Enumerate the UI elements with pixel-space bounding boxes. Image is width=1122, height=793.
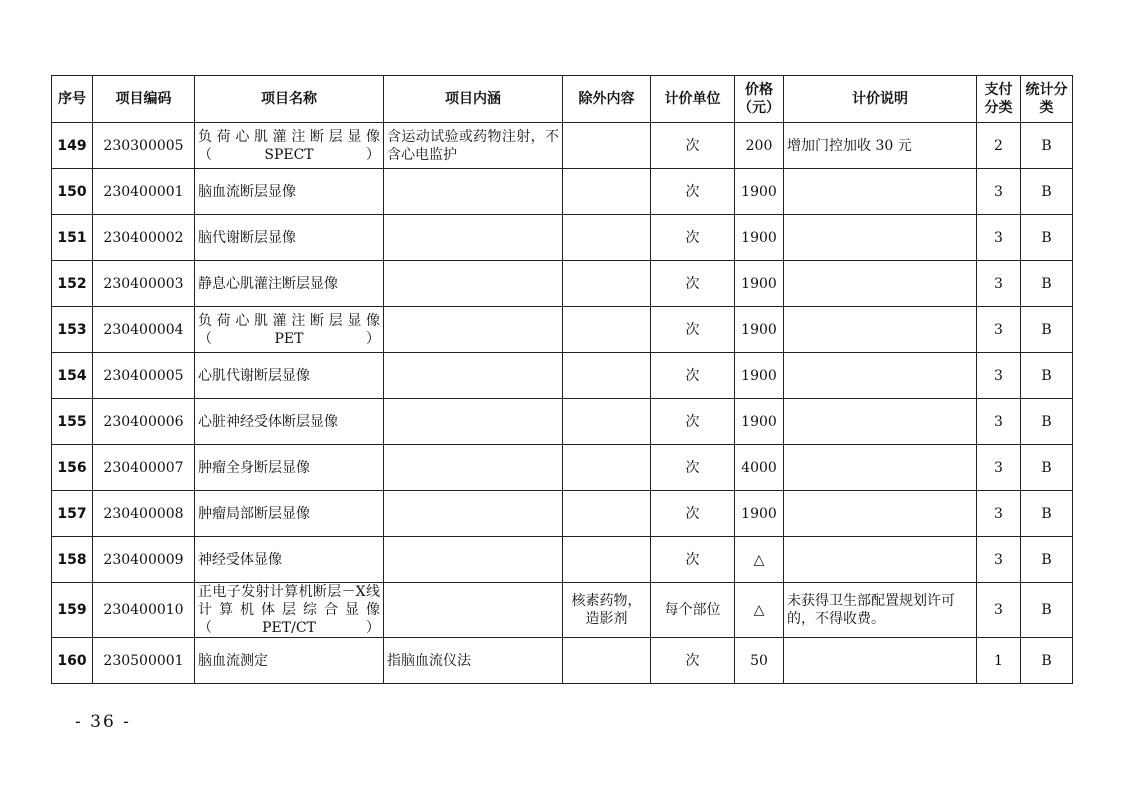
cell-excluded	[563, 353, 651, 399]
cell-price: 1900	[735, 261, 784, 307]
table-row	[52, 169, 1073, 215]
cell-seq: 153	[52, 307, 93, 353]
cell-name: 心脏神经受体断层显像	[195, 399, 384, 445]
table-row	[52, 399, 1073, 445]
cell-note	[784, 537, 977, 583]
cell-pay: 3	[977, 491, 1021, 537]
cell-unit: 次	[651, 353, 735, 399]
header-code: 项目编码	[93, 76, 195, 123]
page-number: - 36 -	[75, 712, 131, 732]
cell-excluded	[563, 123, 651, 169]
cell-unit: 次	[651, 169, 735, 215]
cell-price: 200	[735, 123, 784, 169]
cell-name: 负荷心肌灌注断层显像（PET）	[195, 307, 384, 353]
cell-excluded	[563, 491, 651, 537]
table-row	[52, 537, 1073, 583]
cell-seq: 158	[52, 537, 93, 583]
cell-name: 神经受体显像	[195, 537, 384, 583]
cell-note	[784, 491, 977, 537]
cell-note	[784, 445, 977, 491]
header-price: 价格（元）	[735, 76, 784, 123]
cell-name: 静息心肌灌注断层显像	[195, 261, 384, 307]
cell-unit: 次	[651, 537, 735, 583]
header-stat: 统计分类	[1021, 76, 1073, 123]
table-row	[52, 491, 1073, 537]
cell-code: 230400009	[93, 537, 195, 583]
cell-unit: 次	[651, 123, 735, 169]
cell-code: 230300005	[93, 123, 195, 169]
header-excluded: 除外内容	[563, 76, 651, 123]
cell-pay: 3	[977, 537, 1021, 583]
cell-price: 1900	[735, 169, 784, 215]
cell-pay: 1	[977, 638, 1021, 684]
cell-stat: B	[1021, 491, 1073, 537]
cell-note	[784, 169, 977, 215]
cell-unit: 次	[651, 638, 735, 684]
cell-content: 含运动试验或药物注射，不含心电监护	[384, 123, 563, 169]
cell-note: 未获得卫生部配置规划许可的，不得收费。	[784, 583, 977, 638]
cell-pay: 3	[977, 307, 1021, 353]
cell-name: 负荷心肌灌注断层显像（SPECT）	[195, 123, 384, 169]
cell-stat: B	[1021, 583, 1073, 638]
table-row	[52, 307, 1073, 353]
cell-content	[384, 583, 563, 638]
cell-content	[384, 261, 563, 307]
cell-price: 1900	[735, 353, 784, 399]
cell-seq: 151	[52, 215, 93, 261]
cell-seq: 160	[52, 638, 93, 684]
cell-unit: 次	[651, 491, 735, 537]
header-seq: 序号	[52, 76, 93, 123]
table-row	[52, 215, 1073, 261]
cell-price: 1900	[735, 215, 784, 261]
cell-code: 230400002	[93, 215, 195, 261]
cell-seq: 156	[52, 445, 93, 491]
cell-stat: B	[1021, 123, 1073, 169]
cell-name: 肿瘤局部断层显像	[195, 491, 384, 537]
cell-excluded	[563, 445, 651, 491]
cell-seq: 159	[52, 583, 93, 638]
header-note: 计价说明	[784, 76, 977, 123]
cell-code: 230400010	[93, 583, 195, 638]
cell-content	[384, 491, 563, 537]
table-row	[52, 445, 1073, 491]
table-row	[52, 353, 1073, 399]
cell-price: △	[735, 537, 784, 583]
cell-price: 1900	[735, 491, 784, 537]
cell-stat: B	[1021, 537, 1073, 583]
cell-code: 230400005	[93, 353, 195, 399]
cell-seq: 155	[52, 399, 93, 445]
cell-unit: 次	[651, 399, 735, 445]
header-content: 项目内涵	[384, 76, 563, 123]
table-row	[52, 261, 1073, 307]
cell-excluded	[563, 638, 651, 684]
cell-price: △	[735, 583, 784, 638]
cell-price: 50	[735, 638, 784, 684]
cell-excluded	[563, 399, 651, 445]
cell-seq: 152	[52, 261, 93, 307]
table-row	[52, 583, 1073, 638]
cell-note	[784, 353, 977, 399]
cell-unit: 次	[651, 307, 735, 353]
cell-unit: 每个部位	[651, 583, 735, 638]
cell-pay: 2	[977, 123, 1021, 169]
cell-note	[784, 261, 977, 307]
cell-seq: 150	[52, 169, 93, 215]
cell-price: 1900	[735, 399, 784, 445]
price-table	[51, 75, 1073, 684]
cell-excluded	[563, 261, 651, 307]
cell-pay: 3	[977, 445, 1021, 491]
cell-seq: 149	[52, 123, 93, 169]
cell-code: 230400008	[93, 491, 195, 537]
cell-note	[784, 399, 977, 445]
cell-content	[384, 307, 563, 353]
cell-unit: 次	[651, 445, 735, 491]
cell-unit: 次	[651, 261, 735, 307]
cell-excluded	[563, 169, 651, 215]
cell-excluded: 核素药物，造影剂	[563, 583, 651, 638]
cell-content	[384, 537, 563, 583]
cell-excluded	[563, 537, 651, 583]
cell-content	[384, 399, 563, 445]
cell-seq: 154	[52, 353, 93, 399]
cell-name: 正电子发射计算机断层－X线计算机体层综合显像（PET/CT）	[195, 583, 384, 638]
cell-name: 脑代谢断层显像	[195, 215, 384, 261]
cell-code: 230400003	[93, 261, 195, 307]
cell-pay: 3	[977, 215, 1021, 261]
header-row	[52, 76, 1073, 123]
cell-content	[384, 353, 563, 399]
cell-stat: B	[1021, 638, 1073, 684]
cell-name: 心肌代谢断层显像	[195, 353, 384, 399]
cell-pay: 3	[977, 399, 1021, 445]
header-unit: 计价单位	[651, 76, 735, 123]
cell-excluded	[563, 307, 651, 353]
cell-stat: B	[1021, 307, 1073, 353]
cell-pay: 3	[977, 583, 1021, 638]
cell-pay: 3	[977, 169, 1021, 215]
cell-code: 230400004	[93, 307, 195, 353]
cell-pay: 3	[977, 261, 1021, 307]
header-pay: 支付分类	[977, 76, 1021, 123]
cell-content: 指脑血流仪法	[384, 638, 563, 684]
cell-price: 4000	[735, 445, 784, 491]
cell-code: 230400007	[93, 445, 195, 491]
cell-code: 230400006	[93, 399, 195, 445]
cell-content	[384, 215, 563, 261]
cell-excluded	[563, 215, 651, 261]
cell-content	[384, 445, 563, 491]
cell-name: 肿瘤全身断层显像	[195, 445, 384, 491]
header-name: 项目名称	[195, 76, 384, 123]
table-row	[52, 123, 1073, 169]
cell-note	[784, 215, 977, 261]
cell-pay: 3	[977, 353, 1021, 399]
cell-stat: B	[1021, 399, 1073, 445]
cell-note	[784, 307, 977, 353]
cell-price: 1900	[735, 307, 784, 353]
cell-unit: 次	[651, 215, 735, 261]
cell-name: 脑血流测定	[195, 638, 384, 684]
cell-seq: 157	[52, 491, 93, 537]
cell-stat: B	[1021, 169, 1073, 215]
cell-stat: B	[1021, 445, 1073, 491]
cell-code: 230500001	[93, 638, 195, 684]
cell-code: 230400001	[93, 169, 195, 215]
cell-stat: B	[1021, 261, 1073, 307]
cell-stat: B	[1021, 215, 1073, 261]
table-row	[52, 638, 1073, 684]
cell-content	[384, 169, 563, 215]
cell-note	[784, 638, 977, 684]
cell-note: 增加门控加收 30 元	[784, 123, 977, 169]
cell-name: 脑血流断层显像	[195, 169, 384, 215]
cell-stat: B	[1021, 353, 1073, 399]
